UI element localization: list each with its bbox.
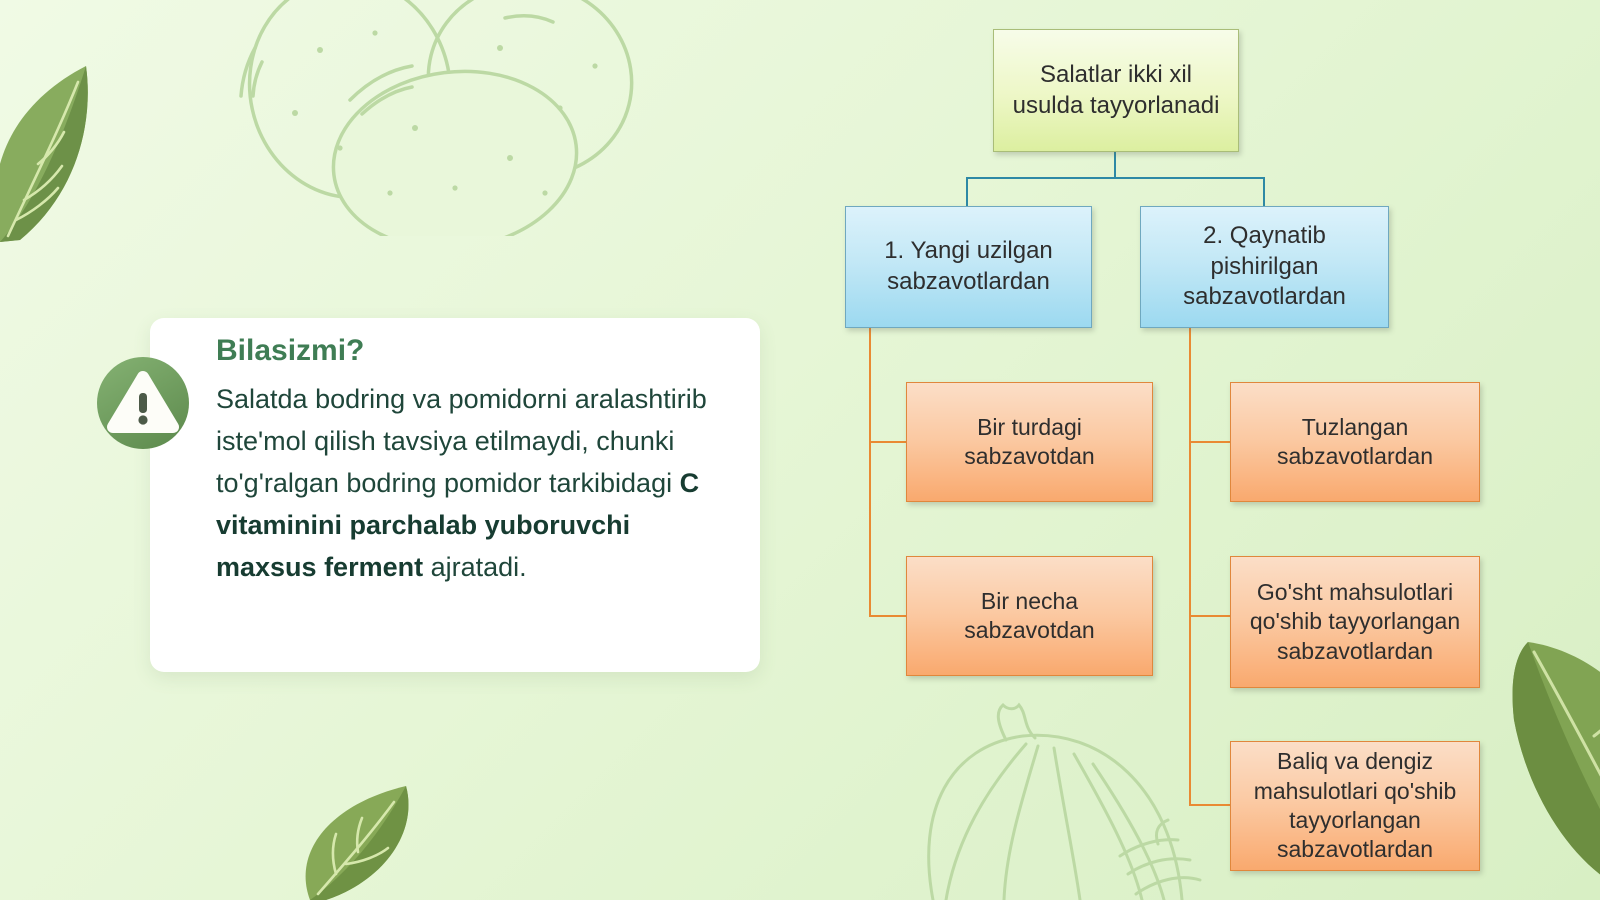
connector-branch1-child1: [869, 441, 906, 443]
info-card-heading: Bilasizmi?: [216, 334, 365, 367]
connector-branch1-vertical: [869, 327, 871, 617]
diagram-branch2-child2-label: Go'sht mahsulotlari qo'shib tayyorlangan sabzavotlardan: [1249, 578, 1461, 664]
info-card-body: [216, 378, 726, 588]
onion-sketch-icon: [838, 698, 1203, 900]
connector-root-crossbar: [966, 177, 1265, 179]
potatoes-sketch-icon: [200, 0, 635, 236]
diagram-branch2-child1-label: Tuzlangan sabzavotlardan: [1277, 413, 1433, 469]
diagram-branch1-child2-label: Bir necha sabzavotdan: [964, 587, 1095, 643]
body-text-bold: C vitaminini parchalab yuboruvchi maxsus ferment: [216, 468, 700, 582]
leaf-bottom-left-icon: [288, 782, 440, 900]
connector-branch1-drop: [966, 177, 968, 206]
connector-branch2-child3: [1189, 804, 1230, 806]
diagram-branch1-label: 1. Yangi uzilgan sabzavotlardan: [884, 237, 1053, 295]
diagram-branch2-label: 2. Qaynatib pishirilgan sabzavotlardan: [1183, 221, 1346, 311]
info-card: [150, 318, 760, 672]
warning-triangle-icon: [97, 357, 189, 449]
diagram-branch1-child2-box: [906, 556, 1153, 676]
connector-branch1-child2: [869, 615, 906, 617]
diagram-root-box: [993, 29, 1239, 152]
connector-branch2-vertical: [1189, 327, 1191, 806]
diagram-branch2-child2-box: [1230, 556, 1480, 688]
diagram-root-label: Salatlar ikki xil usulda tayyorlanadi: [1012, 60, 1220, 119]
connector-branch2-child1: [1189, 441, 1230, 443]
diagram-branch2-box: [1140, 206, 1389, 328]
diagram-branch2-child3-box: [1230, 741, 1480, 871]
diagram-branch2-child3-label: Baliq va dengiz mahsulotlari qo'shib tayyorlangan sabzavotlardan: [1253, 748, 1457, 863]
body-text-prefix: Salatda bodring va pomidorni aralashtirib iste'mol qilish tavsiya etilmaydi, chunki to'g'ralgan bodring pomidor tarkibidagi: [216, 384, 707, 498]
connector-branch2-child2: [1189, 615, 1230, 617]
diagram-branch1-box: [845, 206, 1092, 328]
diagram-branch1-child1-label: Bir turdagi sabzavotdan: [964, 413, 1095, 469]
leaf-bottom-right-icon: [1502, 628, 1600, 900]
leaf-top-left-icon: [0, 52, 118, 248]
body-text-suffix: ajratadi.: [423, 552, 527, 582]
connector-root-stem: [1114, 152, 1116, 179]
connector-branch2-drop: [1263, 177, 1265, 206]
diagram-branch2-child1-box: [1230, 382, 1480, 502]
diagram-branch1-child1-box: [906, 382, 1153, 502]
